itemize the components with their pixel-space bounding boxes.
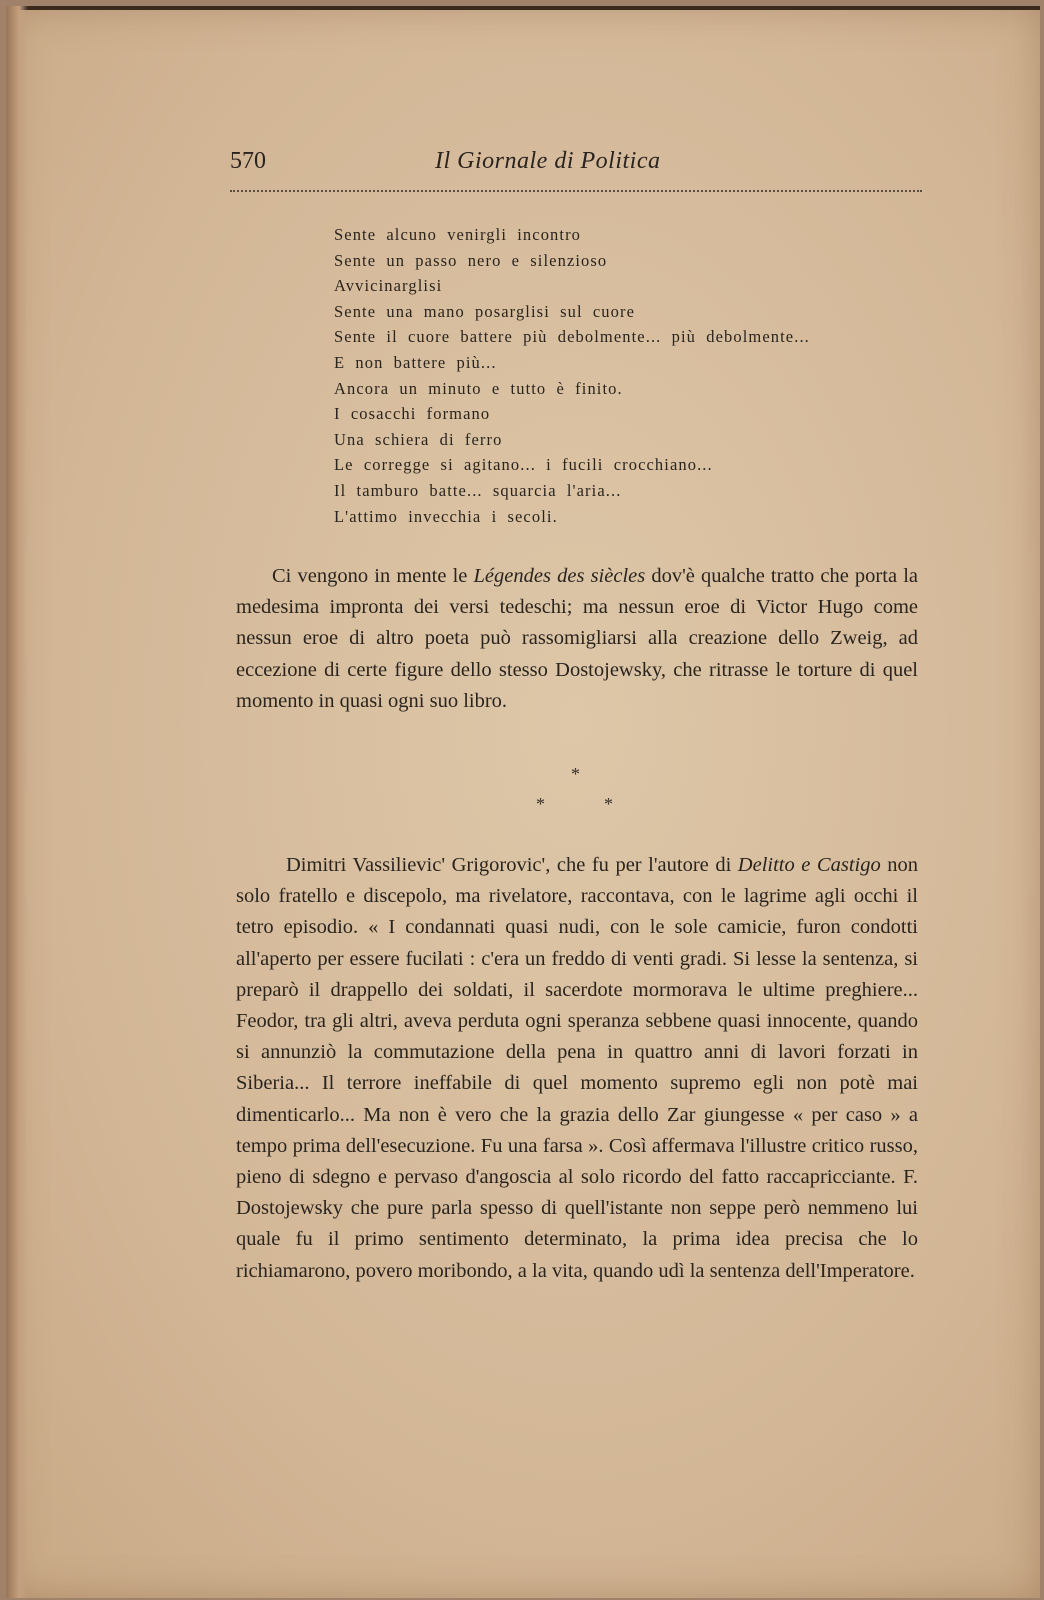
italic-title: e Castigo: [801, 854, 881, 876]
paragraph-text: Ci vengono in mente le: [272, 565, 474, 587]
body-paragraph-2: [236, 850, 918, 1287]
header-dotted-rule: [230, 190, 922, 192]
poem-line: Sente il cuore battere più debolmente... più debolmente...: [334, 327, 810, 347]
poem-line: Sente alcuno venirgli incontro: [334, 225, 582, 244]
section-separator-asterism: [520, 764, 620, 824]
poem-line: Avvicinarglisi: [334, 276, 443, 296]
poem-line: L'attimo invecchia i secoli.: [334, 506, 558, 526]
asterisk-right: *: [604, 794, 613, 814]
asterisk-left: *: [536, 794, 545, 814]
paragraph-text: dov'è qualche tratto che porta la medesima impronta dei versi tedeschi; ma nessun eroe di Victor Hugo come nessun eroe di altro poeta può rassomigliarsi alla creazione dello Zweig, ad eccezione di certe figure dello stesso Dostojewsky, che ritrasse le torture di quel momento in quasi ogni suo libro.: [236, 565, 918, 712]
asterisk-top: *: [571, 764, 580, 784]
page-number: 570: [230, 148, 266, 174]
page-top-edge: [6, 6, 1040, 10]
paragraph-text: Dimitri Vassilievic' Grigorovic', che fu per l'autore di: [286, 854, 738, 876]
running-title: Il Giornale di Politica: [435, 148, 661, 174]
poem-line: Sente un passo nero e silenzioso: [334, 250, 608, 270]
page-binding-edge: [6, 6, 28, 1598]
poem-block: [334, 222, 934, 529]
body-paragraph-1: [236, 561, 918, 717]
italic-title: Légendes des siècles: [473, 565, 646, 587]
poem-line: Ancora un minuto e tutto è finito.: [334, 378, 623, 398]
poem-line: Sente una mano posarglisi sul cuore: [334, 301, 636, 321]
poem-line: Le corregge si agitano... i fucili crocchiano...: [334, 455, 713, 475]
running-header: [230, 148, 920, 188]
italic-title: Delitto: [737, 854, 795, 876]
paragraph-text: non solo fratello e discepolo, ma rivelatore, raccontava, con le lagrime agli occhi il tetro episodio. « I condannati quasi nudi, con le sole camicie, furon condotti all'aperto per essere fucilati : c'era un freddo di venti gradi. Si lesse la sentenza, si preparò il drappello dei soldati, il sacerdote mormorava le ultime preghiere... Feodor, tra gli altri, aveva perduta ogni speranza sebbene quasi innocente, quando si annunziò la commutazione della pena in quattro anni di lavori forzati in Siberia... Il terrore ineffabile di quel momento supremo egli non potè mai dimenticarlo... Ma non è vero che la grazia dello Zar giungesse « per caso » a tempo prima dell'esecuzione. Fu una farsa ». Così affermava l'illustre critico russo, pieno di sdegno e pervaso d'angoscia al solo ricordo del fatto raccapricciante. F. Dostojewsky che pure parla spesso di quell'istante non seppe però nemmeno lui quale fu il primo sentimento determinato, la prima idea precisa che lo richiamarono, povero moribondo, a la vita, quando udì la sentenza dell'Imperatore.: [236, 854, 919, 1282]
poem-line: Il tamburo batte... squarcia l'aria...: [334, 480, 622, 500]
poem-line: I cosacchi formano: [334, 404, 491, 424]
poem-line: Una schiera di ferro: [334, 429, 503, 449]
poem-line: E non battere più...: [334, 352, 497, 372]
